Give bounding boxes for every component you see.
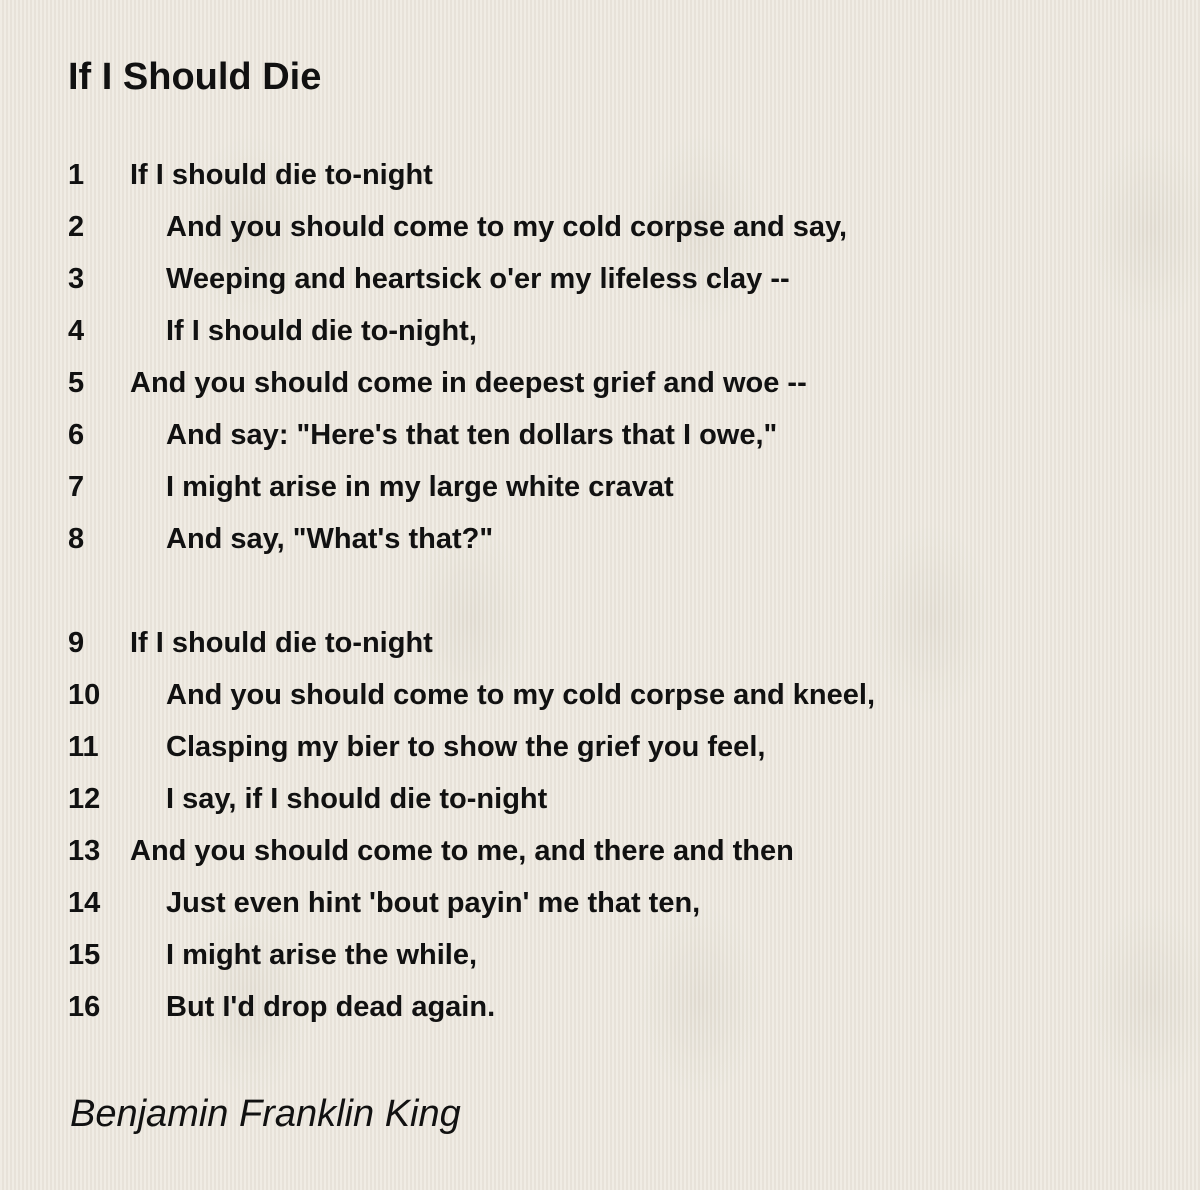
stanza: [68, 149, 1148, 565]
poem-line: [68, 825, 1148, 877]
poem-line: [68, 513, 1148, 565]
line-number: 13: [68, 835, 101, 867]
line-number: 9: [68, 627, 85, 659]
poem-line: [68, 305, 1148, 357]
poem-line: [68, 149, 1148, 201]
line-number: 1: [68, 159, 85, 191]
line-text: And you should come to my cold corpse and kneel,: [166, 679, 876, 711]
poem-line: [68, 409, 1148, 461]
line-number: 5: [68, 367, 85, 399]
line-number: 6: [68, 419, 85, 451]
line-number: 8: [68, 523, 85, 555]
line-text: And you should come to me, and there and then: [130, 835, 794, 867]
line-text: I might arise in my large white cravat: [166, 471, 674, 503]
poem-line: [68, 773, 1148, 825]
line-text: Weeping and heartsick o'er my lifeless clay --: [166, 263, 790, 295]
line-text: Clasping my bier to show the grief you feel,: [166, 731, 766, 763]
stanza: [68, 617, 1148, 1033]
stanza-gap: [68, 565, 1148, 617]
line-number: 4: [68, 315, 85, 347]
line-text: And you should come in deepest grief and woe --: [130, 367, 807, 399]
poem-line: [68, 357, 1148, 409]
line-number: 3: [68, 263, 85, 295]
line-text: If I should die to-night,: [166, 315, 477, 347]
poem-line: [68, 981, 1148, 1033]
line-text: If I should die to-night: [130, 159, 433, 191]
line-text: And you should come to my cold corpse and say,: [166, 211, 848, 243]
poem-line: [68, 253, 1148, 305]
line-text: I might arise the while,: [166, 939, 478, 971]
line-text: Just even hint 'bout payin' me that ten,: [166, 887, 701, 919]
line-number: 15: [68, 939, 101, 971]
line-text: If I should die to-night: [130, 627, 433, 659]
poem-line: [68, 929, 1148, 981]
poem-title: If I Should Die: [68, 56, 322, 98]
line-text: And say: "Here's that ten dollars that I owe,": [166, 419, 778, 451]
poem-author: Benjamin Franklin King: [70, 1093, 461, 1135]
line-number: 11: [68, 731, 99, 763]
poem-body: [68, 149, 1148, 1033]
line-number: 10: [68, 679, 101, 711]
poem-line: [68, 669, 1148, 721]
line-number: 14: [68, 887, 101, 919]
poem-line: [68, 201, 1148, 253]
line-number: 2: [68, 211, 85, 243]
line-text: But I'd drop dead again.: [166, 991, 496, 1023]
poem-line: [68, 461, 1148, 513]
line-number: 12: [68, 783, 101, 815]
line-text: And say, "What's that?": [166, 523, 494, 555]
line-text: I say, if I should die to-night: [166, 783, 548, 815]
poem-line: [68, 721, 1148, 773]
line-number: 16: [68, 991, 101, 1023]
poem-line: [68, 617, 1148, 669]
poem-line: [68, 877, 1148, 929]
line-number: 7: [68, 471, 85, 503]
